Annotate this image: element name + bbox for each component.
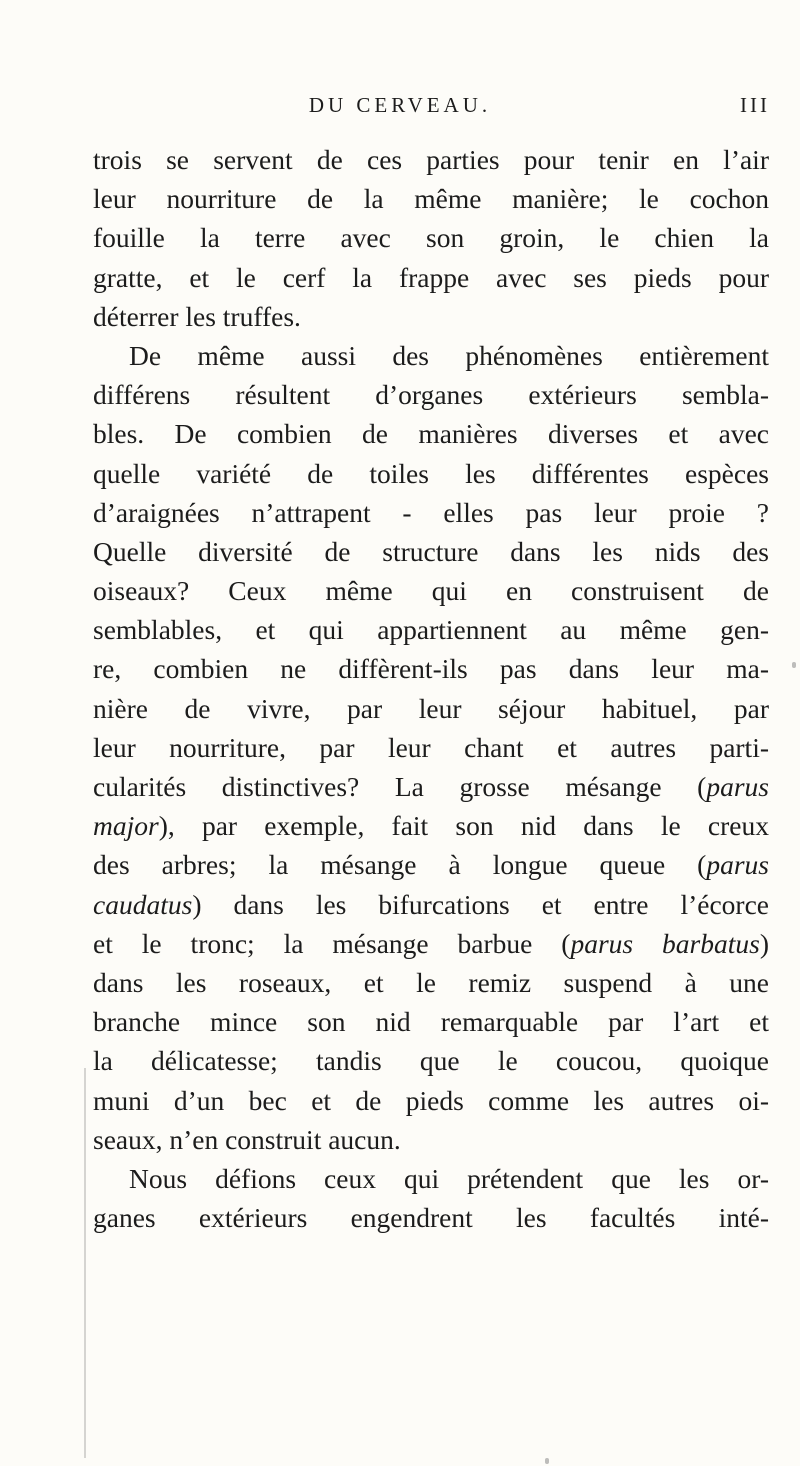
text-run: ) [759, 927, 770, 959]
text-line [93, 806, 769, 845]
latin-name: parus barbatus [570, 927, 760, 959]
paragraph [93, 336, 769, 1159]
page-number: III [740, 93, 770, 117]
running-title: DU CERVEAU. [308, 93, 492, 117]
text-line: leur nourriture de la même manière; le cochon [93, 183, 769, 215]
text-line: muni d’un bec et de pieds comme les autres oi- [93, 1084, 769, 1116]
latin-name: major [93, 810, 159, 842]
running-head [0, 93, 800, 123]
text-run: ), par exemple, fait son nid dans le creux [158, 810, 769, 842]
text-line: la délicatesse; tandis que le coucou, quoique [93, 1045, 769, 1077]
paragraph [93, 140, 769, 336]
text-run: cularités distinctives? La grosse mésange ( [93, 771, 707, 802]
text-line [93, 885, 769, 924]
text-line: gratte, et le cerf la frappe avec ses pieds pour [93, 261, 769, 293]
latin-name: parus [706, 771, 769, 802]
paper-speck [792, 662, 796, 668]
text-line [93, 924, 769, 963]
text-run: des arbres; la mésange à longue queue ( [93, 849, 707, 881]
text-line: De même aussi des phénomènes entièrement [129, 339, 769, 371]
text-line: trois se servent de ces parties pour tenir en l’air [93, 144, 769, 175]
latin-name: parus [706, 849, 769, 881]
text-line [93, 767, 769, 806]
text-line: re, combien ne diffèrent-ils pas dans leur ma- [93, 653, 769, 685]
text-line: fouille la terre avec son groin, le chien la [93, 222, 769, 254]
text-line: quelle variété de toiles les différentes espèces [93, 457, 769, 489]
text-line: d’araignées n’attrapent - elles pas leur proie ? [93, 496, 769, 528]
text-line: nière de vivre, par leur séjour habituel, par [93, 692, 769, 724]
text-line: Quelle diversité de structure dans les nids des [93, 535, 769, 567]
body-text [93, 140, 769, 1237]
text-line: semblables, et qui appartiennent au même gen- [93, 614, 769, 646]
text-run: et le tronc; la mésange barbue ( [93, 927, 571, 959]
text-line: dans les roseaux, et le remiz suspend à une [93, 966, 769, 998]
text-line: bles. De combien de manières diverses et avec [93, 418, 769, 450]
binding-shadow [84, 1068, 86, 1458]
latin-name: caudatus [93, 888, 193, 920]
text-line: branche mince son nid remarquable par l’art et [93, 1006, 769, 1038]
text-line: différens résultent d’organes extérieurs sembla- [93, 379, 769, 411]
text-run: ) dans les bifurcations et entre l’écorce [192, 888, 769, 920]
text-line: Nous défions ceux qui prétendent que les or- [129, 1162, 769, 1194]
text-line: leur nourriture, par leur chant et autres parti- [93, 731, 769, 763]
text-line: ganes extérieurs engendrent les facultés inté- [93, 1202, 769, 1234]
paragraph [93, 1159, 769, 1237]
text-line: oiseaux? Ceux même qui en construisent de [93, 575, 769, 607]
paper-speck [545, 1458, 549, 1464]
text-line [93, 845, 769, 884]
text-line: déterrer les truffes. [93, 300, 301, 332]
text-line: seaux, n’en construit aucun. [93, 1123, 401, 1155]
